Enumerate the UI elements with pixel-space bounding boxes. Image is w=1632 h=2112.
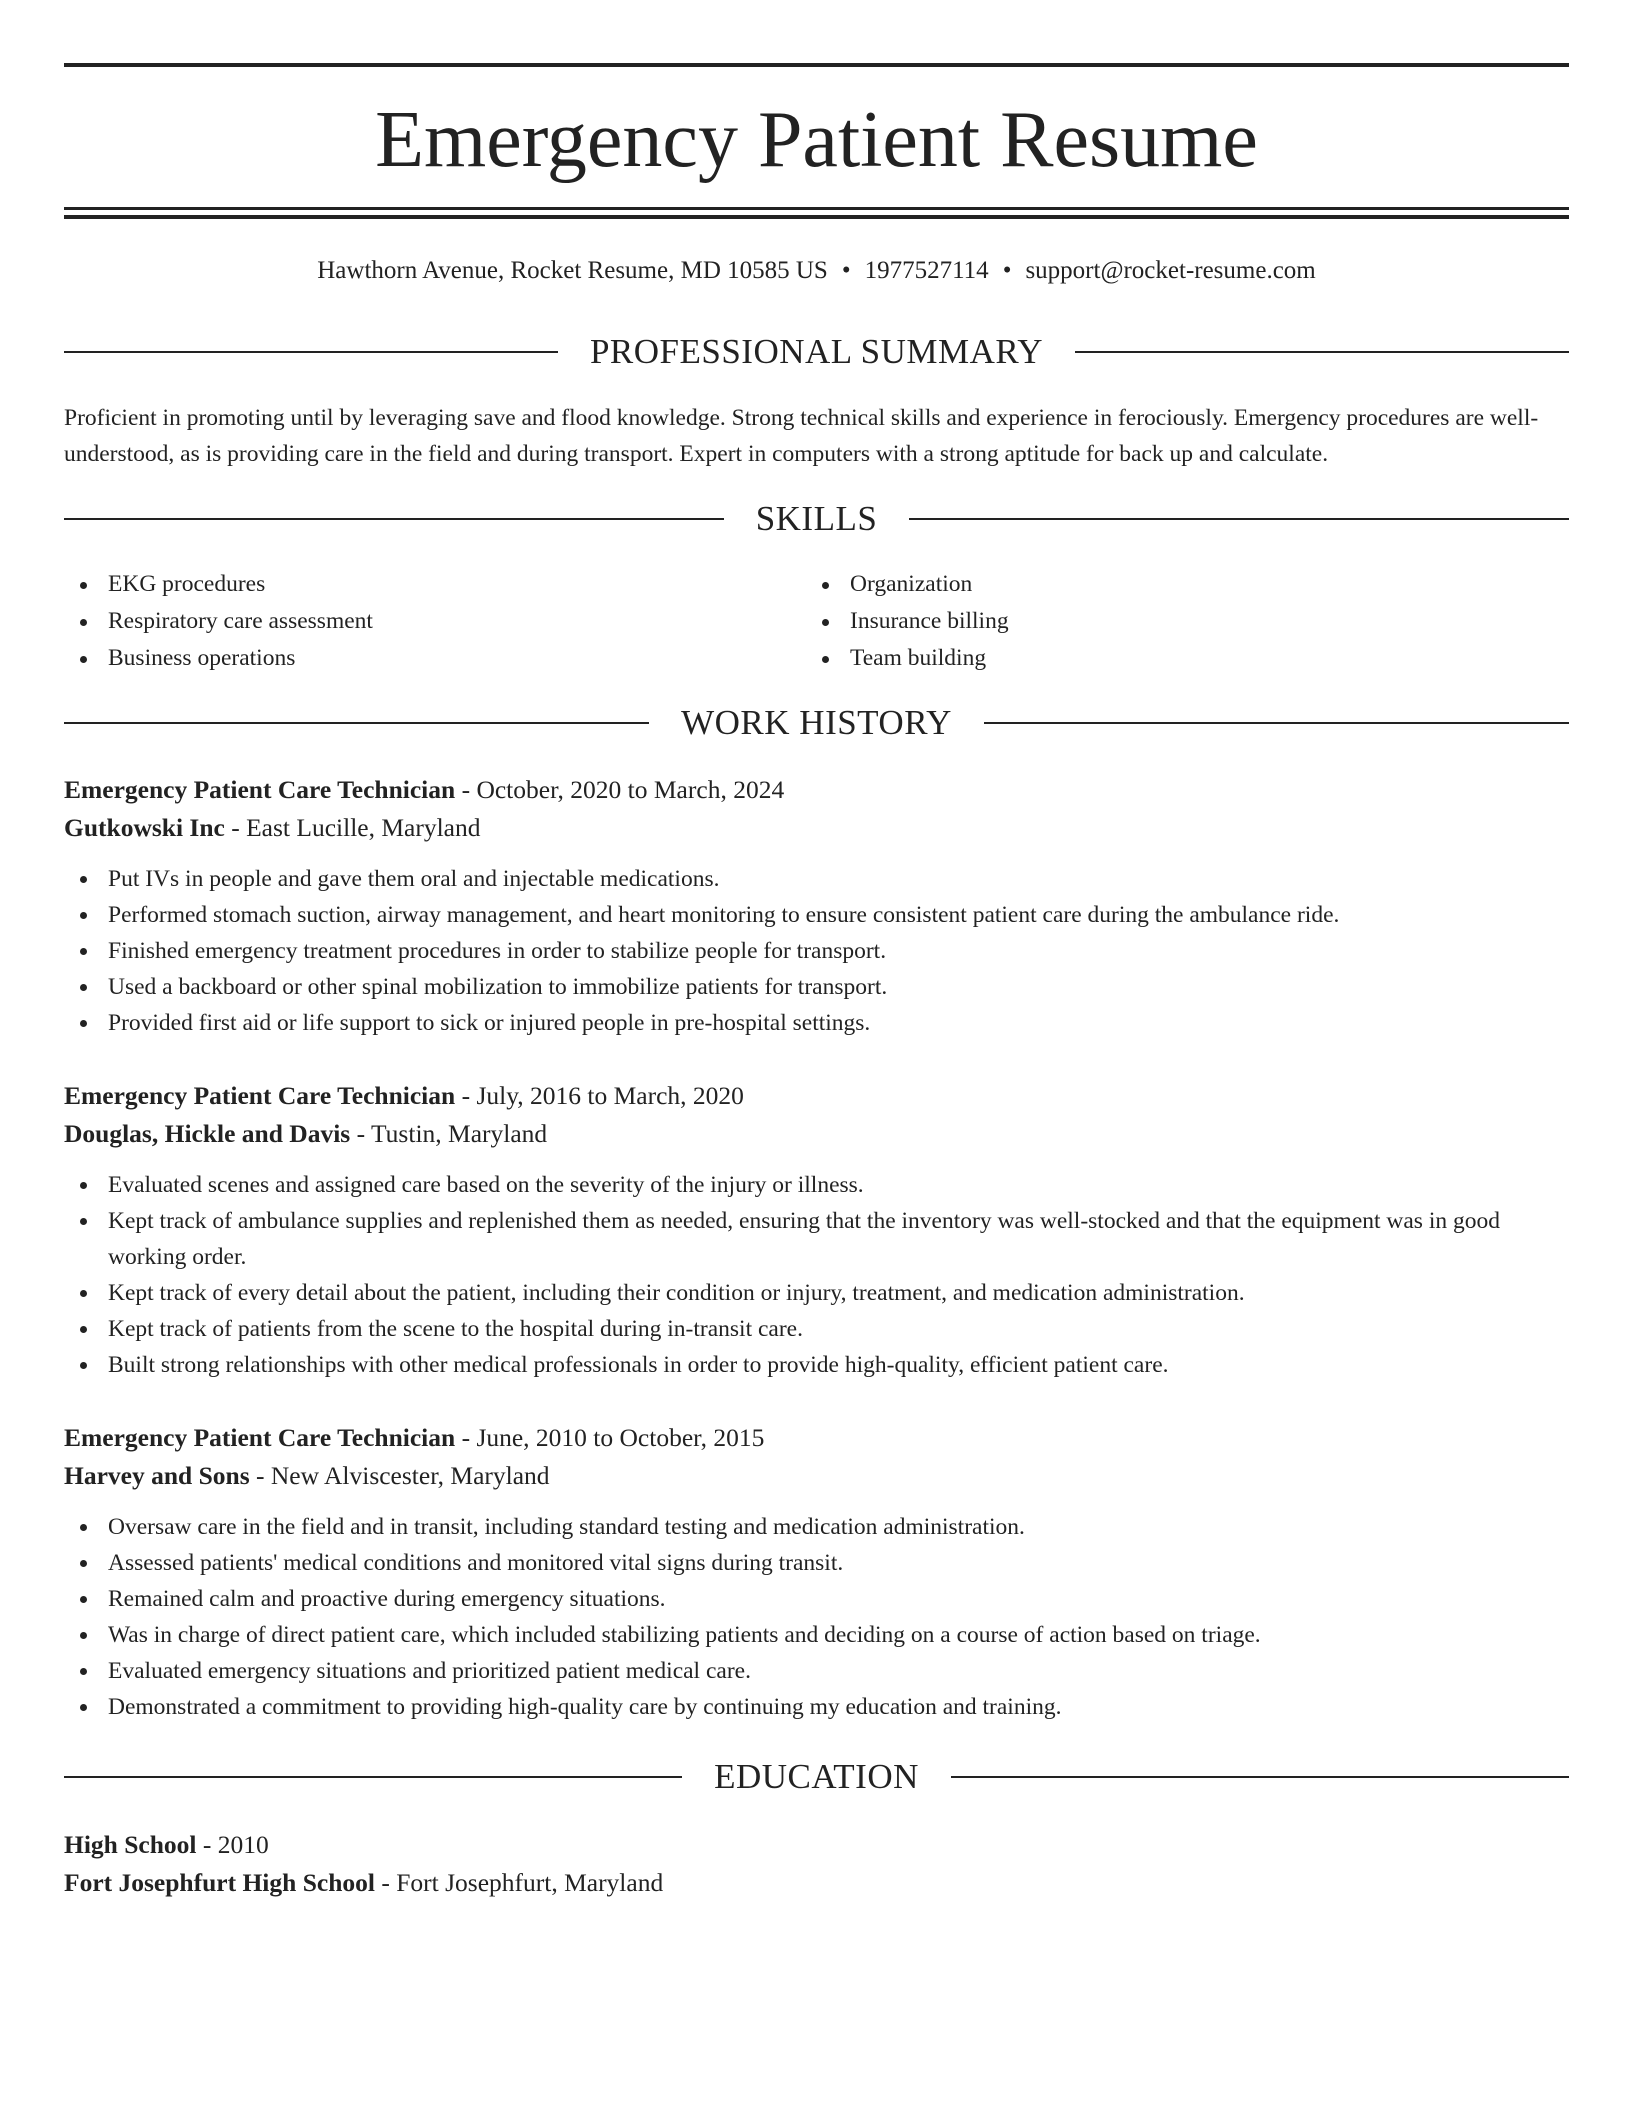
skill-item: Insurance billing: [806, 603, 1009, 640]
job-bullets: [64, 861, 1569, 1041]
job-entry: [64, 1077, 1569, 1383]
section-title: EDUCATION: [714, 1757, 919, 1796]
contact-address: Hawthorn Avenue, Rocket Resume, MD 10585 US: [317, 257, 828, 284]
heading-rule-left: [64, 351, 558, 353]
job-bullet: Finished emergency treatment procedures in order to stabilize people for transport.: [64, 933, 1569, 969]
heading-rule-right: [1075, 351, 1569, 353]
section-heading-work: [64, 701, 1569, 745]
heading-rule-left: [64, 1776, 682, 1778]
contact-email: support@rocket-resume.com: [1025, 257, 1316, 284]
education-school: Fort Josephfurt High School: [64, 1868, 375, 1897]
heading-rule-right: [984, 722, 1569, 724]
job-bullet: Kept track of every detail about the patient, including their condition or injury, treatment, and medication administration.: [64, 1275, 1569, 1311]
job-entry: [64, 771, 1569, 1041]
job-location: - East Lucille, Maryland: [224, 813, 481, 842]
header-bottom-rule-thick: [64, 215, 1569, 219]
job-bullet: Remained calm and proactive during emergency situations.: [64, 1581, 1569, 1617]
job-company: Harvey and Sons: [64, 1461, 250, 1490]
job-bullet: Kept track of patients from the scene to the hospital during in-transit care.: [64, 1311, 1569, 1347]
job-bullet: Evaluated scenes and assigned care based on the severity of the injury or illness.: [64, 1167, 1569, 1203]
job-company: Douglas, Hickle and Davis: [64, 1119, 351, 1148]
job-bullet: Built strong relationships with other medical professionals in order to provide high-quality, efficient patient care.: [64, 1347, 1569, 1383]
education-location: - Fort Josephfurt, Maryland: [374, 1868, 664, 1897]
section-title: PROFESSIONAL SUMMARY: [589, 332, 1044, 371]
job-bullet: Was in charge of direct patient care, which included stabilizing patients and deciding on a course of action based on triage.: [64, 1617, 1569, 1653]
skill-item: Respiratory care assessment: [64, 603, 373, 640]
job-bullets: [64, 1167, 1569, 1383]
job-company: Gutkowski Inc: [64, 813, 225, 842]
section-title: WORK HISTORY: [681, 703, 952, 742]
resume-title: Emergency Patient Resume: [375, 96, 1258, 184]
job-dates: - October, 2020 to March, 2024: [455, 775, 785, 804]
job-bullet: Performed stomach suction, airway management, and heart monitoring to ensure consistent patient care during the ambulance ride.: [64, 897, 1569, 933]
section-title: SKILLS: [755, 499, 878, 538]
contact-line: [64, 254, 1569, 288]
job-bullet: Oversaw care in the field and in transit, including standard testing and medication administration.: [64, 1509, 1569, 1545]
skill-item: Organization: [806, 566, 1009, 603]
job-title: Emergency Patient Care Technician: [64, 1423, 456, 1452]
section-heading-skills: [64, 497, 1569, 541]
job-dates: - June, 2010 to October, 2015: [455, 1423, 765, 1452]
section-heading-summary: [64, 330, 1569, 374]
contact-separator: •: [841, 257, 851, 284]
job-bullet: Provided first aid or life support to sick or injured people in pre-hospital settings.: [64, 1005, 1569, 1041]
skill-item: Team building: [806, 640, 1009, 677]
skill-item: EKG procedures: [64, 566, 373, 603]
job-location: - Tustin, Maryland: [350, 1119, 548, 1148]
job-bullet: Demonstrated a commitment to providing high-quality care by continuing my education and training.: [64, 1689, 1569, 1725]
skills-column-left: [64, 566, 373, 677]
education-degree: High School: [64, 1830, 197, 1859]
section-heading-education: [64, 1755, 1569, 1799]
job-bullet: Put IVs in people and gave them oral and injectable medications.: [64, 861, 1569, 897]
job-bullet: Used a backboard or other spinal mobilization to immobilize patients for transport.: [64, 969, 1569, 1005]
job-bullet: Assessed patients' medical conditions and monitored vital signs during transit.: [64, 1545, 1569, 1581]
job-bullet: Kept track of ambulance supplies and replenished them as needed, ensuring that the inventory was well-stocked and that the equipment was in good working order.: [64, 1203, 1569, 1275]
job-title: Emergency Patient Care Technician: [64, 1081, 456, 1110]
job-dates: - July, 2016 to March, 2020: [455, 1081, 744, 1110]
education-entry: [64, 1826, 1569, 1902]
header-bottom-rule: [64, 207, 1569, 210]
contact-separator: •: [1002, 257, 1012, 284]
education-year: - 2010: [196, 1830, 269, 1859]
job-bullets: [64, 1509, 1569, 1725]
heading-rule-right: [951, 1776, 1569, 1778]
job-bullet: Evaluated emergency situations and prioritized patient medical care.: [64, 1653, 1569, 1689]
heading-rule-left: [64, 722, 649, 724]
job-location: - New Alviscester, Maryland: [249, 1461, 550, 1490]
job-title: Emergency Patient Care Technician: [64, 775, 456, 804]
heading-rule-left: [64, 518, 724, 520]
header-top-rule: [64, 63, 1569, 67]
job-entry: [64, 1419, 1569, 1725]
heading-rule-right: [909, 518, 1569, 520]
skills-column-right: [806, 566, 1009, 677]
contact-phone: 1977527114: [864, 257, 989, 284]
summary-text: Proficient in promoting until by leveraging save and flood knowledge. Strong technical skills and experience in ferociously. Emergency procedures are well-understood, as is providing care in the field and during transport. Expert in computers with a strong aptitude for back up and calculate.: [64, 405, 1539, 467]
skill-item: Business operations: [64, 640, 373, 677]
